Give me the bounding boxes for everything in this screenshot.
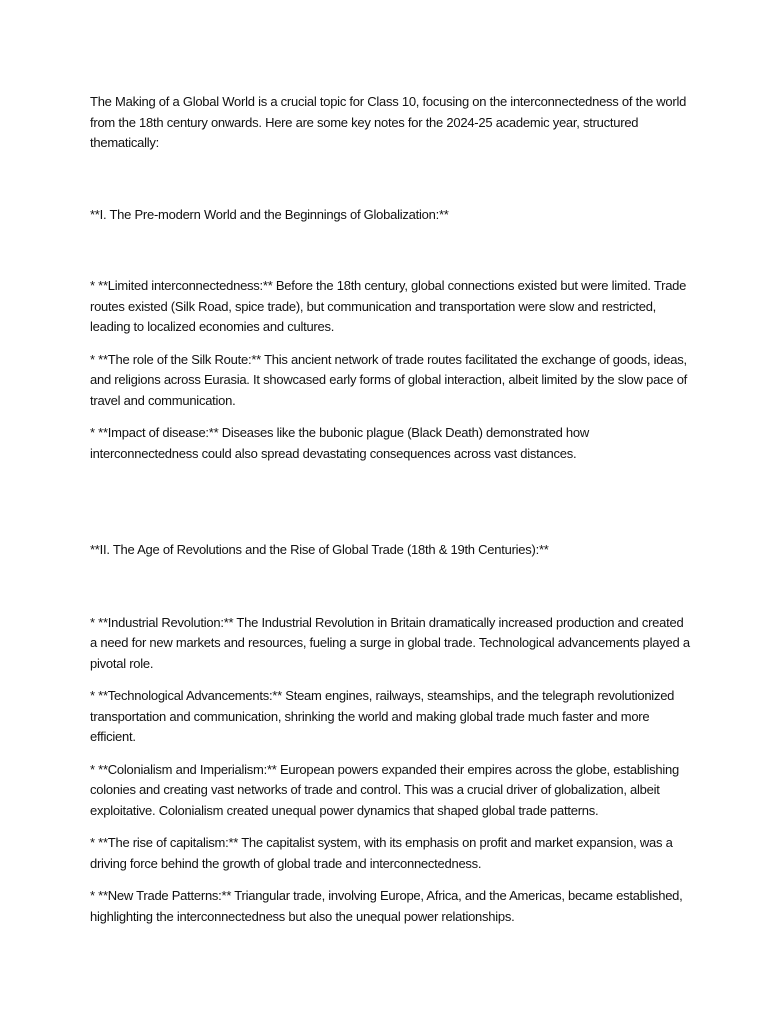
bullet-rise-of-capitalism: * **The rise of capitalism:** The capitalist system, with its emphasis on profit and market expansion, was a driving force behind the growth of global trade and interconnectedness. <box>90 835 673 871</box>
bullet-colonialism-imperialism: * **Colonialism and Imperialism:** European powers expanded their empires across the globe, establishing colonies and creating vast networks of trade and control. This was a crucial driver of globalization, albeit exploitative. Colonialism created unequal power dynamics that shaped global trade patterns. <box>90 761 679 818</box>
bullet-new-trade-patterns: * **New Trade Patterns:** Triangular trade, involving Europe, Africa, and the Americas, became established, highlighting the interconnectedness but also the unequal power relationships. <box>90 888 683 924</box>
bullet-limited-interconnectedness: * **Limited interconnectedness:** Before the 18th century, global connections existed but were limited. Trade routes existed (Silk Road, spice trade), but communication and transportation were slow and restricted, leading to localized economies and cultures. <box>90 278 687 334</box>
section-heading-2: **II. The Age of Revolutions and the Rise of Global Trade (18th & 19th Centuries):** <box>90 542 549 557</box>
bullet-impact-of-disease: * **Impact of disease:** Diseases like the bubonic plague (Black Death) demonstrated how interconnectedness could also spread devastating consequences across vast distances. <box>90 425 590 461</box>
document-page <box>90 92 690 939</box>
bullet-technological-advancements: * **Technological Advancements:** Steam engines, railways, steamships, and the telegraph revolutionized transportation and communication, shrinking the world and making global trade much faster and more efficient. <box>90 688 675 744</box>
intro-paragraph: The Making of a Global World is a crucial topic for Class 10, focusing on the interconnectedness of the world from the 18th century onwards. Here are some key notes for the 2024-25 academic year, structured thematically: <box>90 94 687 150</box>
bullet-silk-route: * **The role of the Silk Route:** This ancient network of trade routes facilitated the exchange of goods, ideas, and religions across Eurasia. It showcased early forms of global interaction, albeit limited by the slow pace of travel and communication. <box>90 351 688 408</box>
section-heading-1: **I. The Pre-modern World and the Beginnings of Globalization:** <box>90 206 449 222</box>
bullet-industrial-revolution: * **Industrial Revolution:** The Industrial Revolution in Britain dramatically increased production and created a need for new markets and resources, fueling a surge in global trade. Technological advancements played a pivotal role. <box>90 614 690 671</box>
